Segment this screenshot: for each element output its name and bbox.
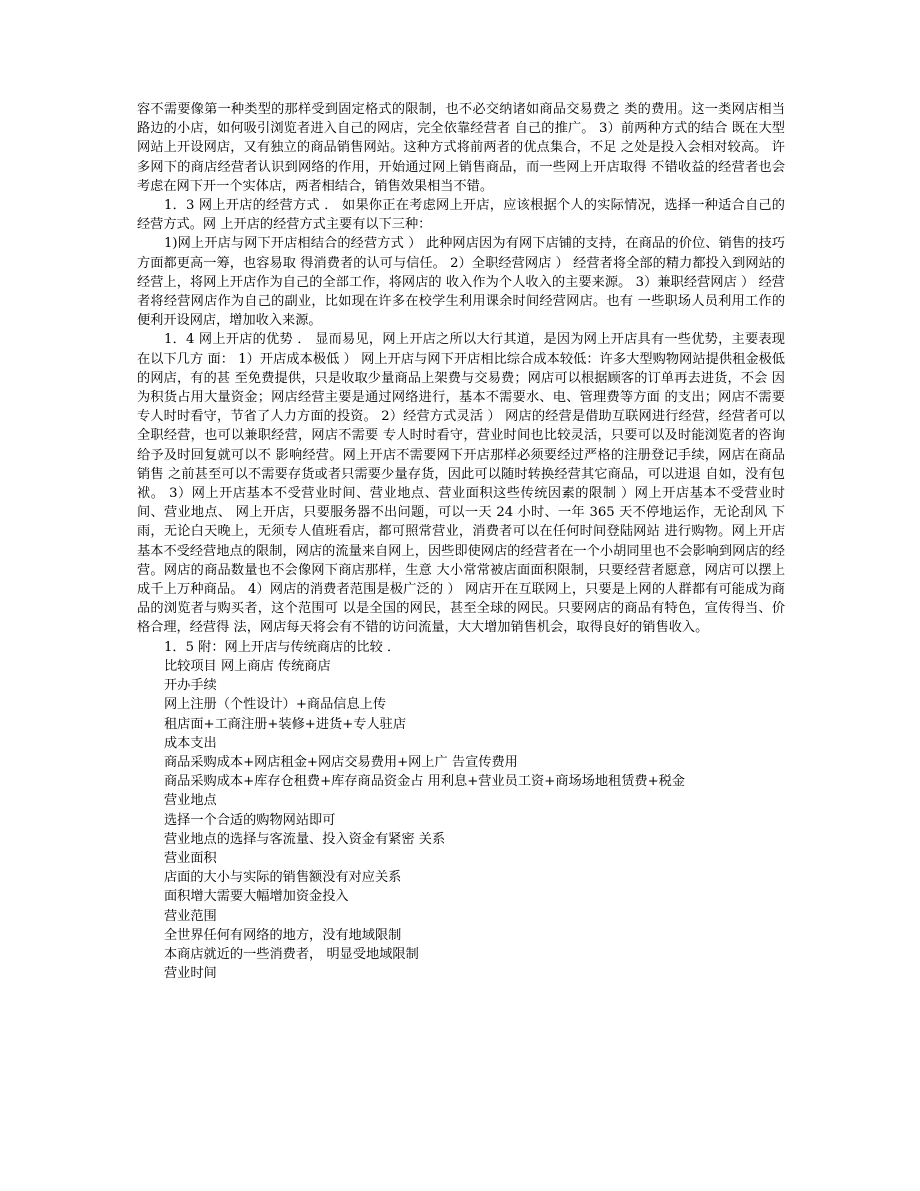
paragraph-section-1-5: 1．5 附：网上开店与传统商店的比较 ．: [164, 639, 401, 655]
paragraph-section-1-3: 1．3 网上开店的经营方式 ． 如果你正在考虑网上开店，应该根据个人的实际情况，选择一种适合自己的经营方式。网 上开店的经营方式主要有以下三种：: [137, 198, 785, 233]
comparison-item: 商品采购成本+库存仓租费+库存商品资金占 用利息+营业员工资+商场场地租赁费+税金: [164, 774, 685, 790]
comparison-item: 开办手续: [164, 678, 217, 694]
paragraph-operating-modes: 1)网上开店与网下开店相结合的经营方式 ） 此种网店因为有网下店铺的支持，在商品的价位、销售的技巧方面都更高一筹，也容易取 得消费者的认可与信任。 2）全职经营网店 ） 经营者将全部的精力都投入到网站的经营上，将网上开店作为自己的全部工作，将网店的 收入作为个人收入的主要来源。 3）兼职经营网店 ） 经营者将经营网店作为自己的副业，比如现在许多在校学生利用课余时间经营网店。也有 一些职场人员利用工作的便利开设网店，增加收入来源。: [137, 236, 785, 329]
comparison-item: 营业面积: [164, 850, 217, 866]
comparison-item: 商品采购成本+网店租金+网店交易费用+网上广 告宣传费用: [164, 754, 518, 770]
comparison-item: 营业时间: [164, 966, 217, 982]
comparison-item: 成本支出: [164, 735, 217, 751]
comparison-item: 营业范围: [164, 908, 217, 924]
document-body: [137, 100, 785, 983]
paragraph-intro: 容不需要像第一种类型的那样受到固定格式的限制，也不必交纳诸如商品交易费之 类的费用。这一类网店相当路边的小店，如何吸引浏览者进入自己的网店，完全依靠经营者 自己的推广。 3）前两种方式的结合 既在大型网站上开设网店，又有独立的商品销售网站。这种方式将前两者的优点集合，不足 之处是投入会相对较高。 许多网下的商店经营者认识到网络的作用，开始通过网上销售商品，而一些网上开店取得 不错收益的经营者也会考虑在网下开一个实体店，两者相结合，销售效果相当不错。: [137, 102, 785, 194]
comparison-item: 网上注册（个性设计）+商品信息上传: [164, 697, 387, 713]
comparison-item: 营业地点的选择与客流量、投入资金有紧密 关系: [164, 831, 446, 847]
comparison-item: 面积增大需要大幅增加资金投入: [164, 889, 349, 905]
comparison-header: 比较项目 网上商店 传统商店: [164, 658, 331, 674]
comparison-list: [137, 657, 785, 983]
comparison-item: 选择一个合适的购物网站即可: [164, 812, 336, 828]
paragraph-section-1-4: 1．4 网上开店的优势 ． 显而易见，网上开店之所以大行其道，是因为网上开店具有一些优势，主要表现在以下几方 面： 1）开店成本极低 ） 网上开店与网下开店相比综合成本较低：许多大型购物网站提供租金极低的网店，有的甚 至免费提供，只是收取少量商品上架费与交易费；网店可以根据顾客的订单再去进货，不会 因为积货占用大量资金；网店经营主要是通过网络进行，基本不需要水、电、管理费等方面 的支出；网店不需要专人时时看守，节省了人力方面的投资。 2）经营方式灵活 ） 网店的经营是借助互联网进行经营，经营者可以全职经营，也可以兼职经营，网店不需要 专人时时看守，营业时间也比较灵活，只要可以及时能浏览者的咨询给予及时回复就可以不 影响经营。网上开店不需要网下开店那样必须要经过严格的注册登记手续，网店在商品销售 之前甚至可以不需要存货或者只需要少量存货，因此可以随时转换经营其它商品，可以进退 自如，没有包袱。 3）网上开店基本不受营业时间、营业地点、营业面积这些传统因素的限制 ）网上开店基本不受营业时间、营业地点、 网上开店，只要服务器不出问题，可以一天 24 小时、一年 365 天不停地运作，无论刮风 下雨，无论白天晚上，无须专人值班看店，都可照常营业，消费者可以在任何时间登陆网站 进行购物。网上开店基本不受经营地点的限制，网店的流量来自网上，因些即使网店的经营者在一个小胡同里也不会影响到网店的经营。网店的商品数量也不会像网下商店那样，生意 大小常常被店面面积限制，只要经营者愿意，网店可以摆上成千上万种商品。 4）网店的消费者范围是极广泛的 ） 网店开在互联网上，只要是上网的人群都有可能成为商品的浏览者与购买者，这个范围可 以是全国的网民，甚至全球的网民。只要网店的商品有特色，宣传得当、价格合理，经营得 法，网店每天将会有不错的访问流量，大大增加销售机会，取得良好的销售收入。: [137, 332, 785, 636]
comparison-item: 店面的大小与实际的销售额没有对应关系: [164, 870, 402, 886]
comparison-item: 营业地点: [164, 793, 217, 809]
comparison-item: 全世界任何有网络的地方，没有地域限制: [164, 927, 402, 943]
comparison-item: 本商店就近的一些消费者， 明显受地域限制: [164, 946, 419, 962]
comparison-item: 租店面+工商注册+装修+进货+专人驻店: [164, 716, 407, 732]
